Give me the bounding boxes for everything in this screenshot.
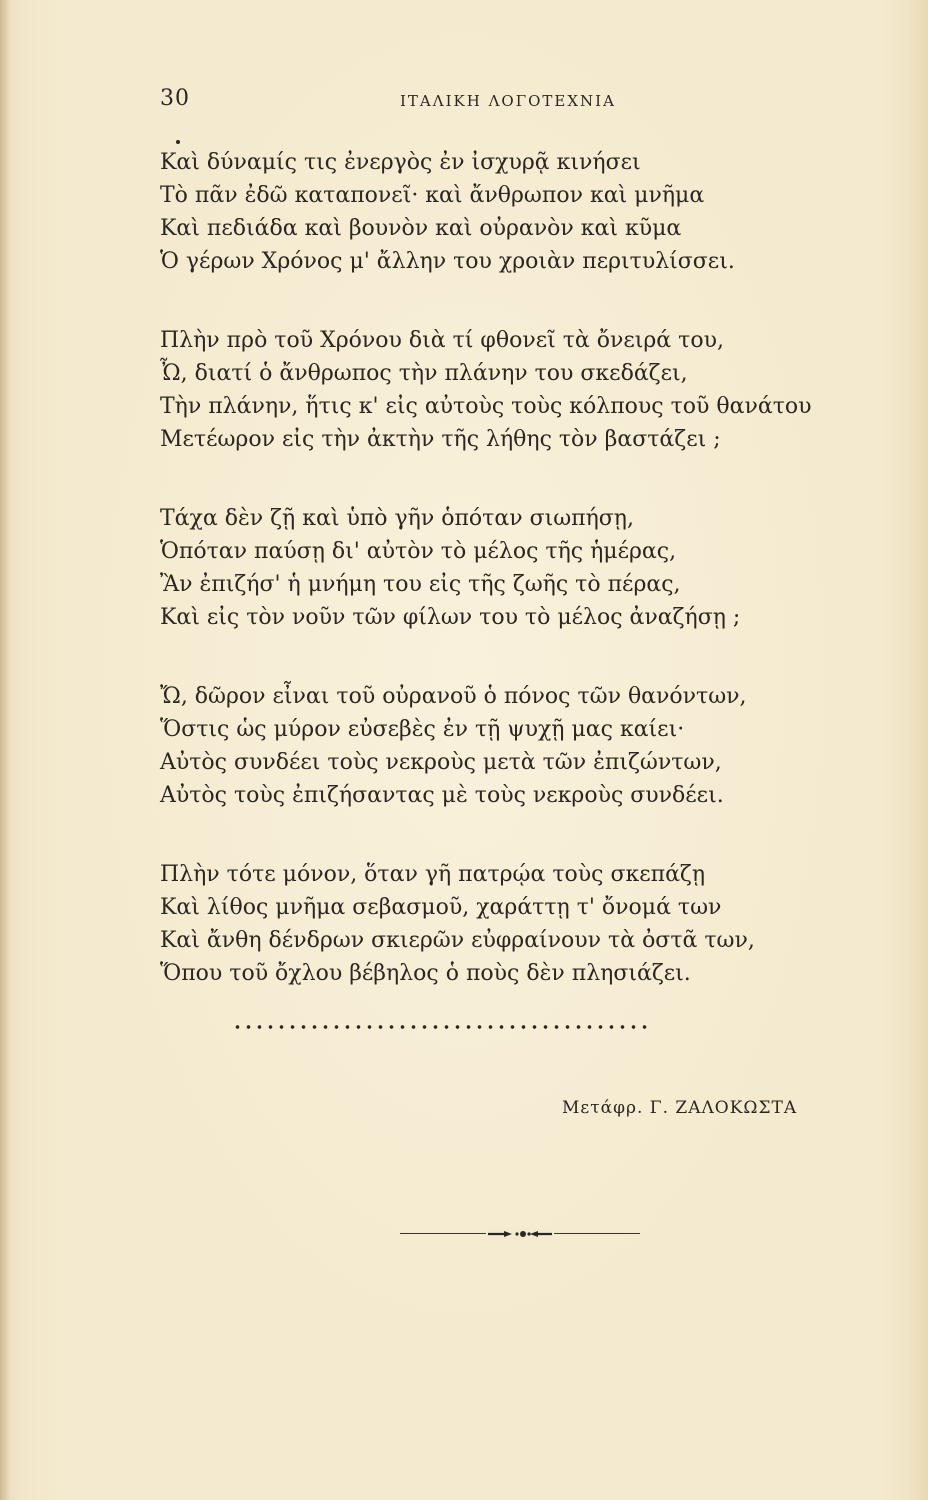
stanza-5: [160, 858, 860, 990]
poem-line: Ὅστις ὡς μύρον εὐσεβὲς ἐν τῇ ψυχῇ μας καίει·: [160, 717, 685, 742]
ornament-icon: [486, 1228, 554, 1240]
stanza-3: [160, 502, 860, 634]
poem-line: Ἂν ἐπιζήσ' ἡ μνήμη του εἰς τῆς ζωῆς τὸ πέρας,: [160, 572, 681, 597]
running-title: ΙΤΑΛΙΚΗ ΛΟΓΟΤΕΧΝΙΑ: [400, 92, 616, 110]
poem-line: Καὶ πεδιάδα καὶ βουνὸν καὶ οὐρανὸν καὶ κῦμα: [160, 216, 682, 241]
poem-line: Πλὴν πρὸ τοῦ Χρόνου διὰ τί φθονεῖ τὰ ὄνειρά του,: [160, 328, 724, 353]
poem-line: Καὶ εἰς τὸν νοῦν τῶν φίλων του τὸ μέλος ἀναζήσῃ ;: [160, 605, 741, 630]
poem-line: Αὐτὸς τοὺς ἐπιζήσαντας μὲ τοὺς νεκροὺς συνδέει.: [160, 783, 724, 808]
poem-line: Ὁ γέρων Χρόνος μ' ἄλλην του χροιὰν περιτυλίσσει.: [160, 249, 735, 274]
ellipsis-dot-row: [232, 1024, 652, 1030]
end-ornament-rule: [400, 1228, 640, 1240]
page-gutter-shadow: [0, 0, 10, 1500]
poem-line: Καὶ δύναμίς τις ἐνεργὸς ἐν ἰσχυρᾷ κινήσει: [160, 150, 641, 175]
page-header: [0, 86, 928, 116]
poem-line: Ὦ, διατί ὁ ἄνθρωπος τὴν πλάνην του σκεδάζει,: [160, 361, 688, 386]
poem-line: Ὅπου τοῦ ὄχλου βέβηλος ὁ ποὺς δὲν πλησιάζει.: [160, 961, 691, 986]
poem-line: Ὁπόταν παύσῃ δι' αὐτὸν τὸ μέλος τῆς ἡμέρας,: [160, 539, 677, 564]
poem-line: Τὸ πᾶν ἐδῶ καταπονεῖ· καὶ ἄνθρωπον καὶ μνῆμα: [160, 183, 705, 208]
poem-line: Καὶ λίθος μνῆμα σεβασμοῦ, χαράττῃ τ' ὄνομά των: [160, 895, 722, 920]
poem-line: Τάχα δὲν ζῇ καὶ ὑπὸ γῆν ὁπόταν σιωπήσῃ,: [160, 506, 634, 531]
poem-line: Αὐτὸς συνδέει τοὺς νεκροὺς μετὰ τῶν ἐπιζώντων,: [160, 750, 722, 775]
poem-line: Ὤ, δῶρον εἶναι τοῦ οὐρανοῦ ὁ πόνος τῶν θανόντων,: [160, 684, 747, 709]
poem-line: Πλὴν τότε μόνον, ὅταν γῆ πατρῴα τοὺς σκεπάζῃ: [160, 862, 706, 887]
poem: [160, 146, 860, 990]
translator-credit: Μετάφρ. Γ. ΖΑΛΟΚΩΣΤΑ: [562, 1098, 798, 1118]
page-number: 30: [160, 86, 190, 111]
stanza-4: [160, 680, 860, 812]
poem-line: Καὶ ἄνθη δένδρων σκιερῶν εὐφραίνουν τὰ ὀστᾶ των,: [160, 928, 755, 953]
poem-line: Μετέωρον εἰς τὴν ἀκτὴν τῆς λήθης τὸν βαστάζει ;: [160, 427, 721, 452]
ink-dot: [176, 140, 180, 144]
stanza-2: [160, 324, 860, 456]
poem-line: Τὴν πλάνην, ἥτις κ' εἰς αὐτοὺς τοὺς κόλπους τοῦ θανάτου: [160, 394, 812, 419]
stanza-1: [160, 146, 860, 278]
